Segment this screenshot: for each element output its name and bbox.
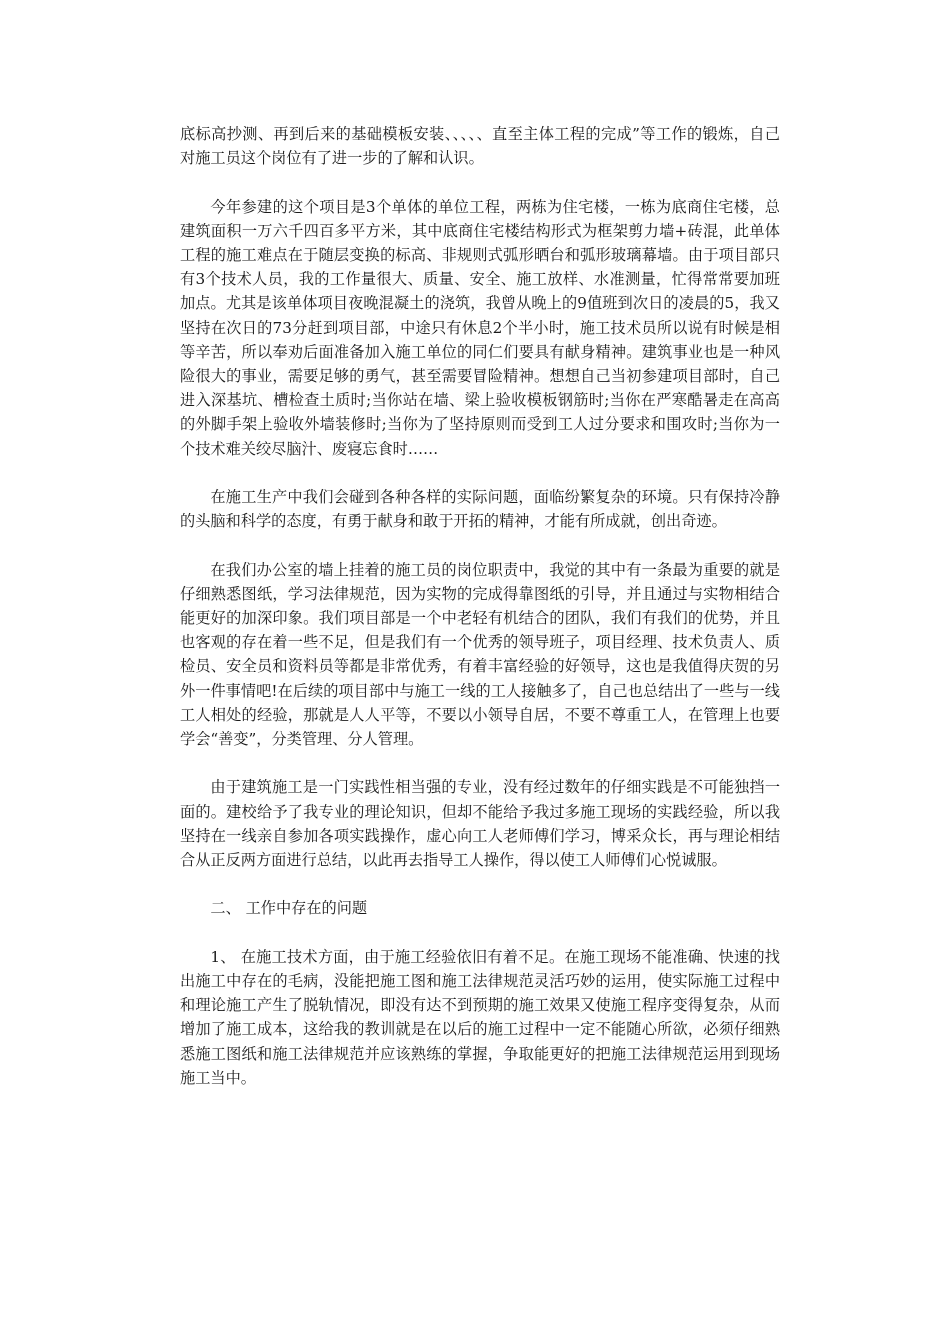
paragraph-project-overview: 今年参建的这个项目是3个单体的单位工程，两栋为住宅楼，一栋为底商住宅楼，总建筑面积一万六千四百多平方米，其中底商住宅楼结构形式为框架剪力墙+砖混，此单体工程的施工难点在于随层变换的标高、非规则式弧形晒台和弧形玻璃幕墙。由于项目部只有3个技术人员，我的工作量很大、质量、安全、施工放样、水准测量，忙得常常要加班加点。尤其是该单体项目夜晚混凝土的浇筑，我曾从晚上的9值班到次日的凌晨的5，我又坚持在次日的73分赶到项目部，中途只有休息2个半小时，施工技术员所以说有时候是相等辛苦，所以奉劝后面准备加入施工单位的同仁们要具有献身精神。建筑事业也是一种风险很大的事业，需要足够的勇气，甚至需要冒险精神。想想自己当初参建项目部时，自己进入深基坑、槽检查土质时;当你站在墙、梁上验收模板钢筋时;当你在严寒酷暑走在高高的外脚手架上验收外墙装修时;当你为了坚持原则而受到工人过分要求和围攻时;当你为一个技术难关绞尽脑汁、废寝忘食时…… [180,197,780,458]
section-heading-problems: 二、 工作中存在的问题 [210,899,368,918]
paragraph-continuation: 底标高抄测、再到后来的基础模板安装、、、、、直至主体工程的完成”等工作的锻炼，自己对施工员这个岗位有了进一步的了解和认识。 [180,125,780,168]
paragraph-practice: 由于建筑施工是一门实践性相当强的专业，没有经过数年的仔细实践是不可能独挡一面的。建校给予了我专业的理论知识，但却不能给予我过多施工现场的实践经验，所以我坚持在一线亲自参加各项实践操作，虚心向工人老师傅们学习，博采众长，再与理论相结合从正反两方面进行总结，以此再去指导工人操作，得以使工人师傅们心悦诚服。 [180,778,780,870]
document-body [180,122,780,1114]
paragraph-office-duties: 在我们办公室的墙上挂着的施工员的岗位职责中，我觉的其中有一条最为重要的就是仔细熟悉图纸，学习法律规范，因为实物的完成得靠图纸的引导，并且通过与实物相结合能更好的加深印象。我们项目部是一个中老轻有机结合的团队，我们有我们的优势，并且也客观的存在着一些不足，但是我们有一个优秀的领导班子，项目经理、技术负责人、质检员、安全员和资料员等都是非常优秀，有着丰富经验的好领导，这也是我值得庆贺的另外一件事情吧!在后续的项目部中与施工一线的工人接触多了，自己也总结出了一些与一线工人相处的经验，那就是人人平等，不要以小领导自居，不要不尊重工人，在管理上也要学会“善变”，分类管理、分人管理。 [180,560,780,749]
paragraph-technical-issues: 1、 在施工技术方面，由于施工经验依旧有着不足。在施工现场不能准确、快速的找出施工中存在的毛病，没能把施工图和施工法律规范灵活巧妙的运用，使实际施工过程中和理论施工产生了脱轨情况，即没有达不到预期的施工效果又使施工程序变得复杂，从而增加了施工成本，这给我的教训就是在以后的施工过程中一定不能随心所欲，必须仔细熟悉施工图纸和施工法律规范并应该熟练的掌握，争取能更好的把施工法律规范运用到现场施工当中。 [180,947,780,1087]
paragraph-construction-problems: 在施工生产中我们会碰到各种各样的实际问题，面临纷繁复杂的环境。只有保持冷静的头脑和科学的态度，有勇于献身和敢于开拓的精神，才能有所成就，创出奇迹。 [180,488,780,531]
